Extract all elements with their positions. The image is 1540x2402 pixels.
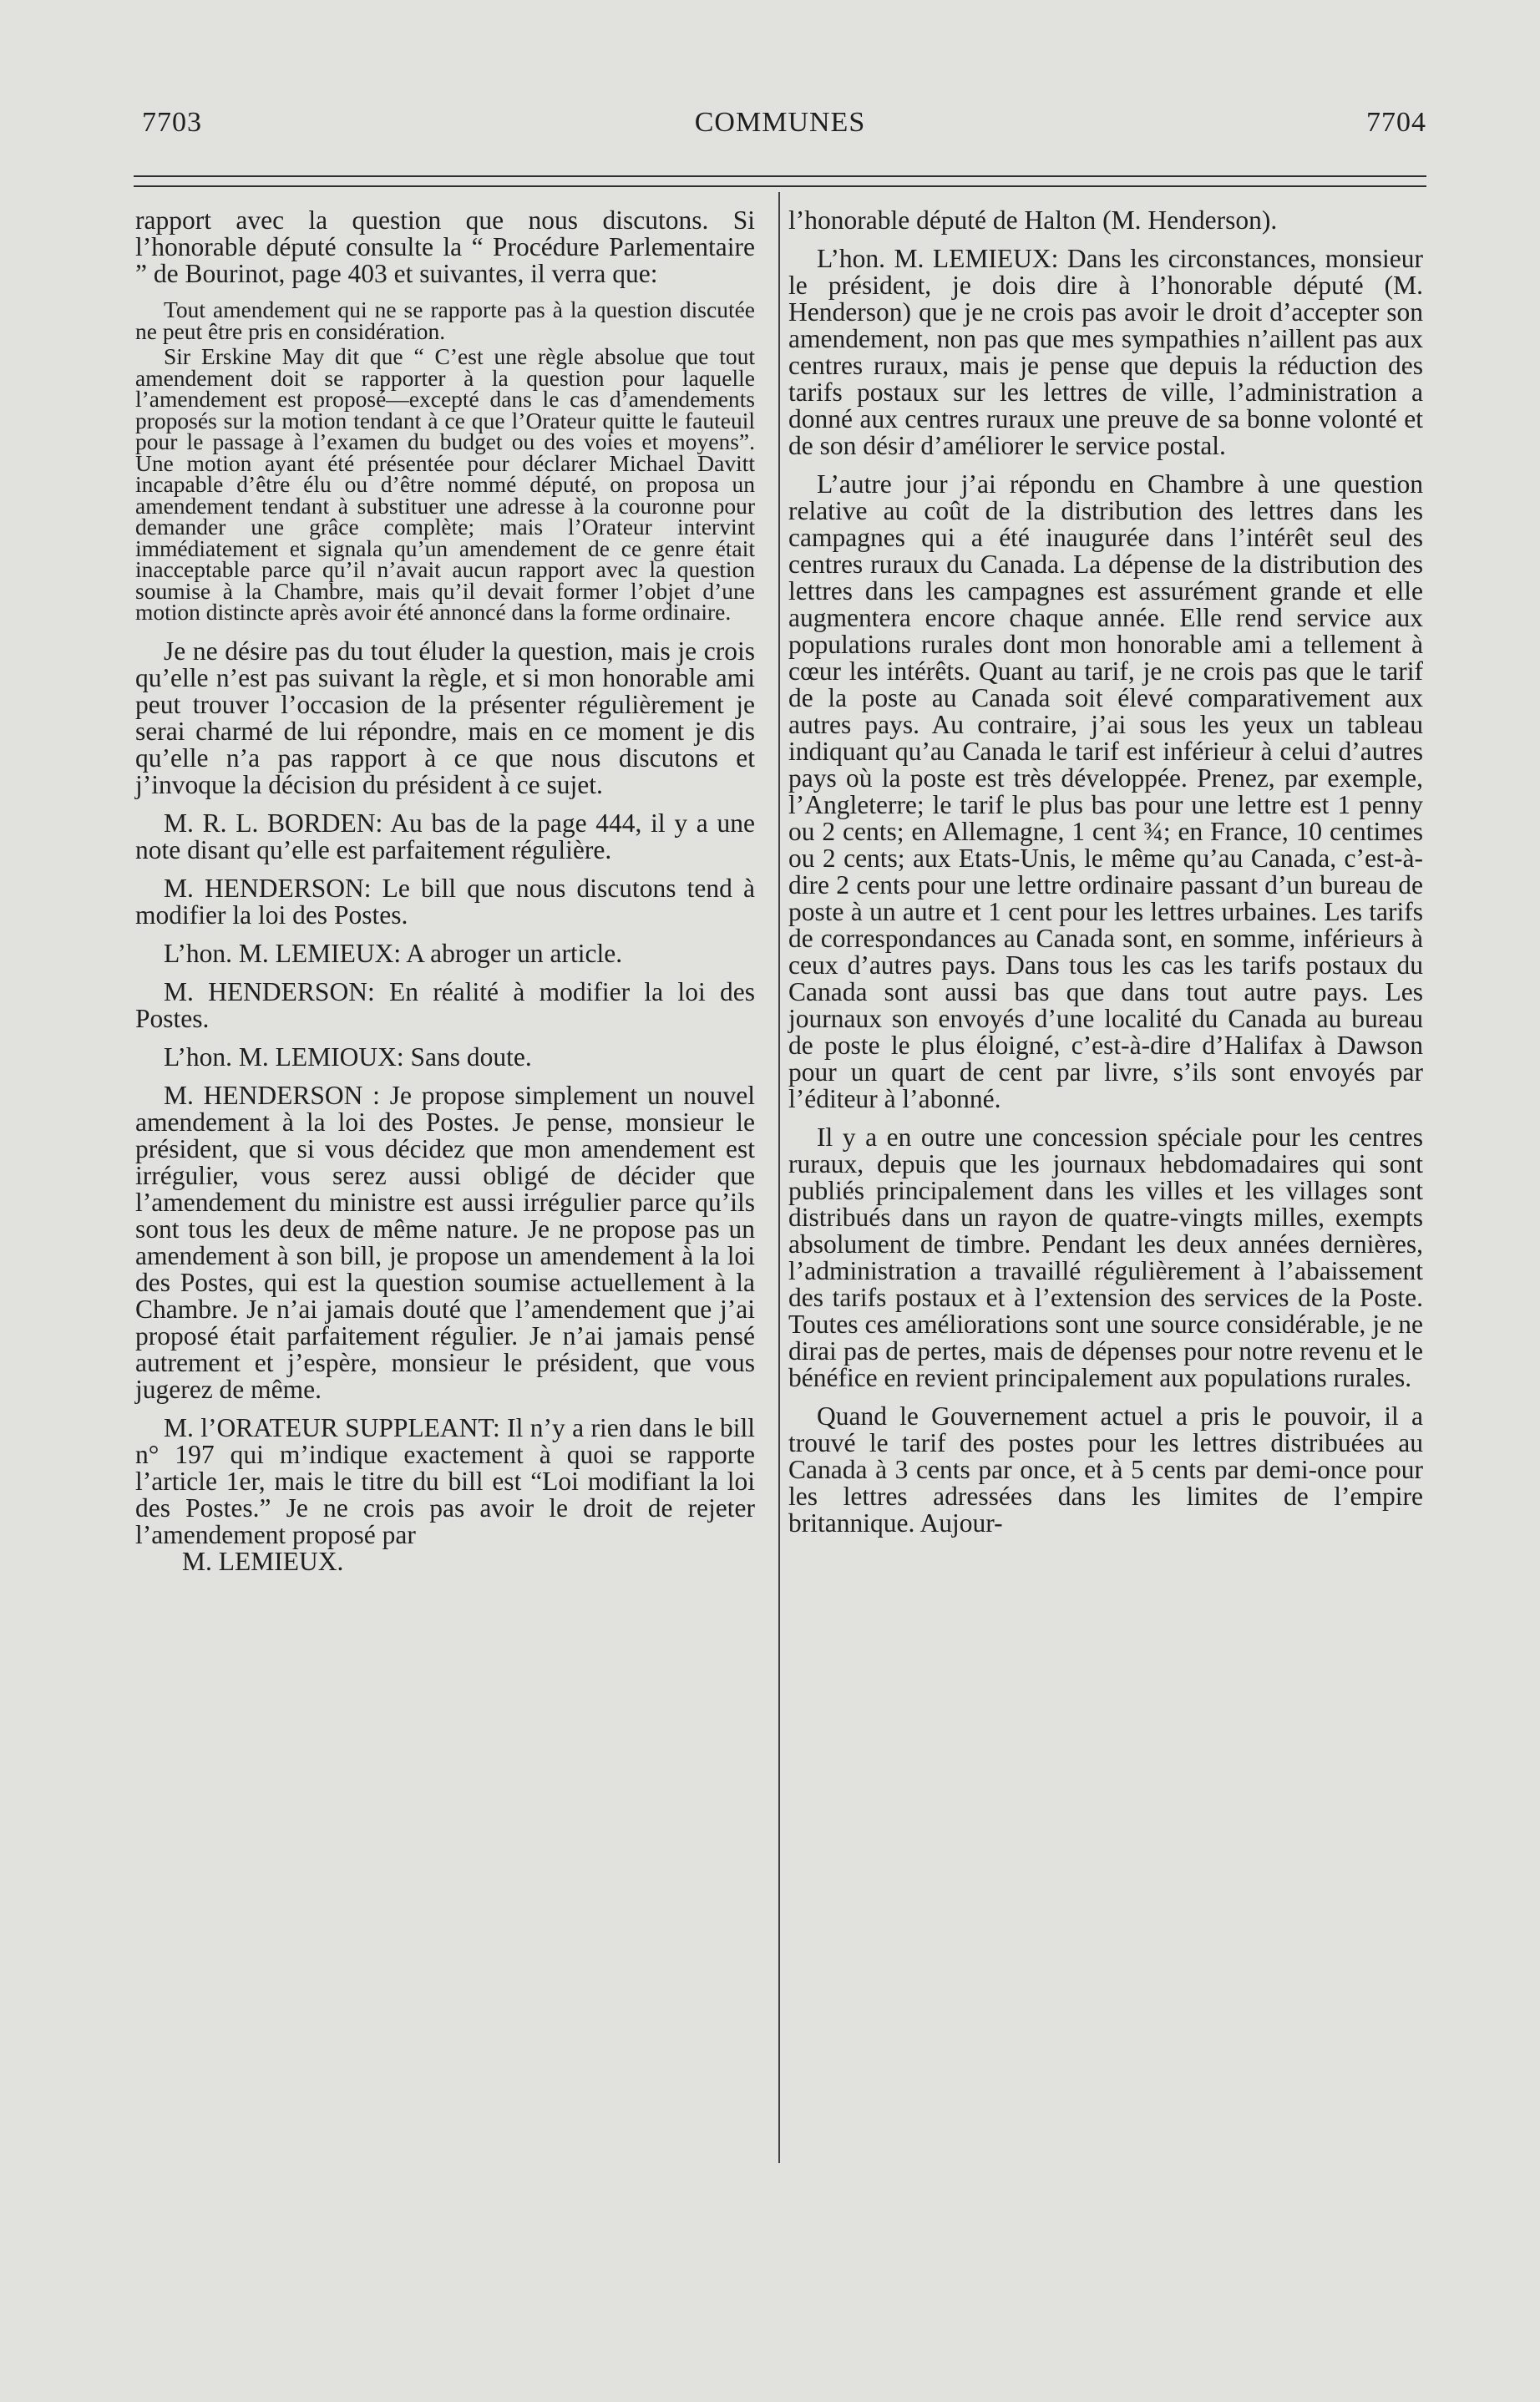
paragraph: Quand le Gouvernement actuel a pris le pouvoir, il a trouvé le tarif des postes pour les lettres distribuées au Canada à 3 cents par once, et à 5 cents par demi-once pour les lettres adressées dans les limites de l’empire britannique. Aujour- — [788, 1401, 1423, 1538]
quotation: Sir Erskine May dit que “ C’est une règle absolue que tout amendement doit se rapporter à la question pour laquelle l’amendement est proposé—excepté dans le cas d’amendements proposés sur la motion tendant à ce que l’Orateur quitte le fauteuil pour le passage à l’examen du budget ou des voies et moyens”. Une motion ayant été présentée pour déclarer Michael Davitt incapable d’être élu ou d’être nommé député, on proposa un amendement tendant à substituer une adresse à la couronne pour demander une grâce complète; mais l’Orateur intervint immédiatement et signala qu’un amendement de ce genre était inacceptable parce qu’il n’avait aucun rapport avec la question soumise à la Chambre, mais qu’il devait former l’objet d’une motion distincte après avoir été annoncé dans la forme ordinaire. — [135, 343, 755, 625]
speaker-paragraph: L’hon. M. LEMIEUX: A abroger un article. — [164, 938, 623, 968]
speaker-paragraph: M. HENDERSON: En réalité à modifier la loi des Postes. — [135, 976, 755, 1033]
speaker-paragraph: M. l’ORATEUR SUPPLEANT: Il n’y a rien dans le bill n° 197 qui m’indique exactement à quoi se rapporte l’article 1er, mais le titre du bill est “Loi modifiant la loi des Postes.” Je ne crois pas avoir le droit de rejeter l’amendement proposé par — [135, 1412, 755, 1549]
header-rule-bottom — [134, 185, 1426, 187]
speaker-paragraph: M. HENDERSON : Je propose simplement un nouvel amendement à la loi des Postes. Je pense, monsieur le président, que si vous décidez que mon amendement est irrégulier, vous serez aussi obligé de décider que l’amendement du ministre est aussi irrégulier parce qu’ils sont tous les deux de même nature. Je ne propose pas un amendement à son bill, je propose un amendement à la loi des Postes, qui est la question soumise actuellement à la Chambre. Je n’ai jamais douté que l’amendement que j’ai proposé était parfaitement régulier. Je n’ai jamais pensé autrement et j’espère, monsieur le président, que vous jugerez de même. — [135, 1080, 755, 1404]
page-number-left: 7703 — [142, 107, 202, 138]
paragraph: Je ne désire pas du tout éluder la question, mais je crois qu’elle n’est pas suivant la règle, et si mon honorable ami peut trouver l’occasion de la présenter régulièrement je serai charmé de lui répondre, mais en ce moment je dis qu’elle n’a pas rapport à ce que nous discutons et j’invoque la décision du président à ce sujet. — [135, 636, 755, 799]
speaker-paragraph: M. HENDERSON: Le bill que nous discutons tend à modifier la loi des Postes. — [135, 873, 755, 930]
right-column — [788, 207, 1423, 1548]
paragraph: Il y a en outre une concession spéciale pour les centres ruraux, depuis que les journaux hebdomadaires qui sont publiés principalement dans les villes et les villages sont distribués dans un rayon de quatre-vingts milles, exempts absolument de timbre. Pendant les deux années dernières, l’administration a travaillé régulièrement à l’abaissement des tarifs postaux et à l’extension des services de la Poste. Toutes ces améliorations sont une source considérable, je ne dirai pas de pertes, mais de dépenses pour notre revenu et le bénéfice en revient principalement aux populations rurales. — [788, 1122, 1423, 1392]
running-header — [134, 107, 1426, 144]
speaker-paragraph: L’hon. M. LEMIEUX: Dans les circonstances, monsieur le président, je dois dire à l’honorable député (M. Henderson) que je ne crois pas avoir le droit d’accepter son amendement, non pas que mes sympathies n’aillent pas aux centres ruraux, mais je pense que depuis la réduction des tarifs postaux sur les lettres de ville, l’administration a donné aux centres ruraux une preuve de sa bonne volonté et de son désir d’améliorer le service postal. — [788, 244, 1423, 460]
speaker-paragraph: M. R. L. BORDEN: Au bas de la page 444, il y a une note disant qu’elle est parfaitement régulière. — [135, 808, 755, 864]
paragraph: rapport avec la question que nous discutons. Si l’honorable député consulte la “ Procédure Parlementaire ” de Bourinot, page 403 et suivantes, il verra que: — [135, 205, 755, 288]
header-rule-top — [134, 175, 1426, 177]
paragraph: L’autre jour j’ai répondu en Chambre à une question relative au coût de la distribution des lettres dans les campagnes qui a été inaugurée dans l’intérêt seul des centres ruraux du Canada. La dépense de la distribution des lettres dans les campagnes est assurément grande et elle augmentera encore chaque année. Elle rend service aux populations rurales dont mon honorable ami a tellement à cœur les intérêts. Quant au tarif, je ne crois pas que le tarif de la poste au Canada soit élevé comparativement aux autres pays. Au contraire, j’ai sous les yeux un tableau indiquant qu’au Canada le tarif est inférieur à celui d’autres pays où la poste est très développée. Prenez, par exemple, l’Angleterre; le tarif le plus bas pour une lettre est 1 penny ou 2 cents; en Allemagne, 1 cent ¾; en France, 10 centimes ou 2 cents; aux Etats-Unis, le même qu’au Canada, c’est-à-dire 2 cents pour une lettre ordinaire passant d’un bureau de poste à un autre et 1 cent pour les lettres urbaines. Les tarifs de correspondances au Canada sont, en somme, inférieurs à ceux d’autres pays. Dans tous les cas les tarifs postaux du Canada sont aussi bas que dans tout autre pays. Les journaux son envoyés d’une localité du Canada au bureau de poste le plus éloigné, c’est-à-dire d’Halifax à Dawson pour un quart de cent par livre, s’ils sont envoyés par l’éditeur à l’abonné. — [788, 469, 1423, 1113]
speaker-paragraph: L’hon. M. LEMIOUX: Sans doute. — [164, 1041, 532, 1072]
quotation: Tout amendement qui ne se rapporte pas à la question discutée ne peut être pris en considération. — [135, 296, 755, 344]
paragraph-end: M. LEMIEUX. — [182, 1546, 344, 1576]
page-number-right: 7704 — [1366, 107, 1426, 138]
page-title: COMMUNES — [694, 107, 866, 138]
paragraph: l’honorable député de Halton (M. Henderson). — [788, 205, 1278, 235]
left-column — [135, 207, 755, 1575]
column-divider — [778, 192, 780, 2163]
